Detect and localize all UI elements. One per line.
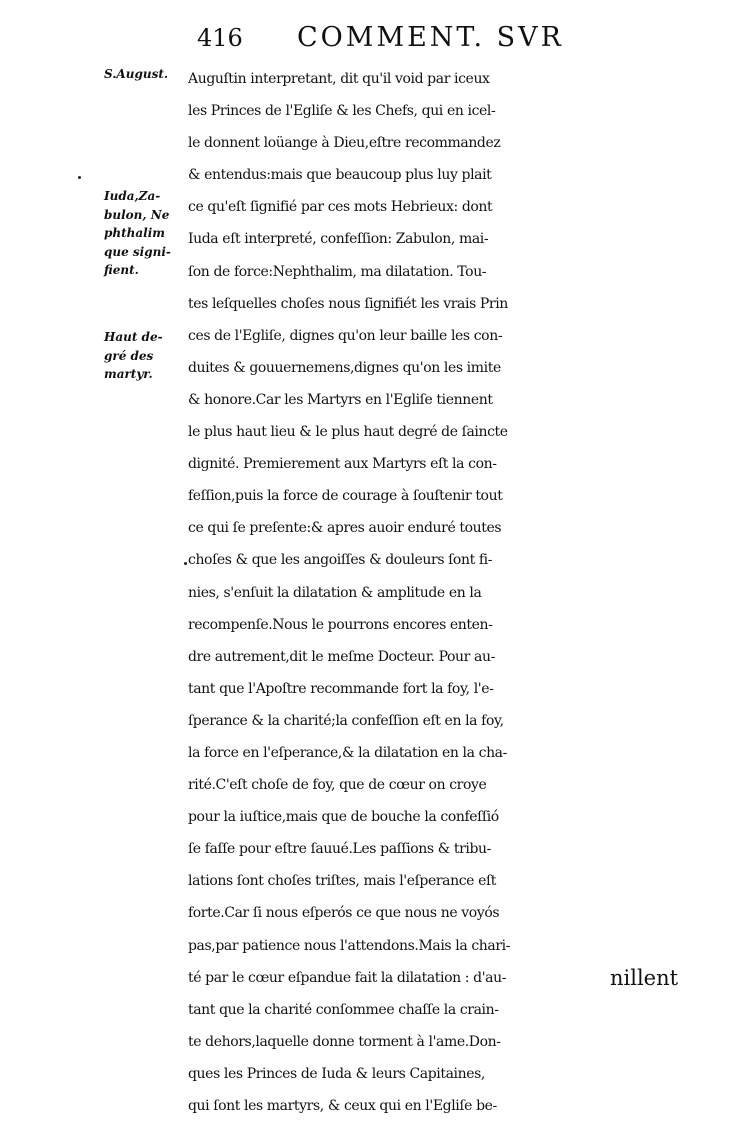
ink-speck <box>78 176 81 179</box>
text-line: nies, s'enſuit la dilatation & amplitude en la <box>188 584 482 601</box>
margin-note-line: fient. <box>104 263 139 277</box>
text-line: le donnent loüange à Dieu,eſtre recommandez <box>188 135 501 152</box>
text-line: & entendus:mais que beaucoup plus luy plait <box>188 167 492 184</box>
text-line: les Princes de l'Egliſe & les Chefs, qui en icel- <box>188 103 496 120</box>
text-line: ques les Princes de Iuda & leurs Capitaines, <box>188 1065 485 1082</box>
text-line: té par le cœur eſpandue fait la dilatation : d'au- <box>188 969 507 986</box>
text-line: rité.C'eſt choſe de foy, que de cœur on croye <box>188 777 487 794</box>
ink-speck <box>184 562 187 565</box>
text-line: Iuda eſt interpreté, confeſſion: Zabulon, mai- <box>188 231 489 248</box>
margin-note-line: martyr. <box>104 367 153 381</box>
text-line: ſperance & la charité;la confeſſion eſt en la foy, <box>188 712 504 729</box>
text-line: ces de l'Egliſe, dignes qu'on leur baille les con- <box>188 327 503 344</box>
margin-note-line: S.August. <box>104 67 169 81</box>
text-line: la force en l'eſperance,& la dilatation en la cha- <box>188 744 507 761</box>
text-line: pas,par patience nous l'attendons.Mais la chari- <box>188 937 511 954</box>
text-line: recompenſe.Nous le pourrons encores enten- <box>188 616 493 633</box>
text-line: tes leſquelles choſes nous ſignifiét les vrais Prin <box>188 295 508 312</box>
text-line: qui ſont les martyrs, & ceux qui en l'Egliſe be- <box>188 1098 497 1114</box>
text-line: Auguſtin interpretant, dit qu'il void par iceux <box>188 71 490 87</box>
margin-note-line: bulon, Ne <box>104 207 170 222</box>
margin-note-line: Iuda,Za- <box>104 189 161 203</box>
text-line: ſe faſſe pour eſtre ſauué.Les paſſions & tribu- <box>188 841 491 858</box>
page-number: 416 <box>197 24 243 52</box>
text-line: te dehors,laquelle donne torment à l'ame.Don- <box>188 1033 501 1050</box>
catchword: nillent <box>610 966 679 990</box>
text-line: dre autrement,dit le meſme Docteur. Pour au- <box>188 648 495 665</box>
margin-note-line: Haut de- <box>104 330 163 344</box>
margin-note-haut-degre <box>104 328 186 384</box>
margin-note-line: phthalim <box>104 226 165 240</box>
text-line: pour la iuſtice,mais que de bouche la confeſſió <box>188 809 499 826</box>
text-line: feſſion,puis la force de courage à ſouſtenir tout <box>188 488 503 505</box>
margin-note-augustin <box>104 65 186 84</box>
text-line: dignité. Premierement aux Martyrs eſt la con- <box>188 456 497 473</box>
text-line: lations ſont choſes triſtes, mais l'eſperance eſt <box>188 873 496 890</box>
body-text <box>188 63 668 1122</box>
running-head: COMMENT. SVR <box>297 22 564 53</box>
text-line: tant que l'Apoſtre recommande fort la foy, l'e- <box>188 680 494 697</box>
text-line: forte.Car ſi nous eſperós ce que nous ne voyós <box>188 905 500 922</box>
text-line: tant que la charité conſommee chaſſe la crain- <box>188 1001 499 1018</box>
text-line: ſon de force:Nephthalim, ma dilatation. Tou- <box>188 263 487 280</box>
text-line: ce qu'eſt ſignifié par ces mots Hebrieux: dont <box>188 199 493 216</box>
margin-note-line: que signi- <box>104 244 171 259</box>
text-line: le plus haut lieu & le plus haut degré de ſaincte <box>188 424 508 441</box>
text-line: ce qui ſe preſente:& apres auoir enduré toutes <box>188 520 502 537</box>
text-line: choſes & que les angoiſſes & douleurs ſont fi- <box>188 552 493 569</box>
margin-note-line: gré des <box>104 348 154 363</box>
text-line: duites & gouuernemens,dignes qu'on les imite <box>188 359 501 376</box>
text-line: & honore.Car les Martyrs en l'Egliſe tiennent <box>188 391 493 408</box>
margin-note-iuda <box>104 187 186 280</box>
